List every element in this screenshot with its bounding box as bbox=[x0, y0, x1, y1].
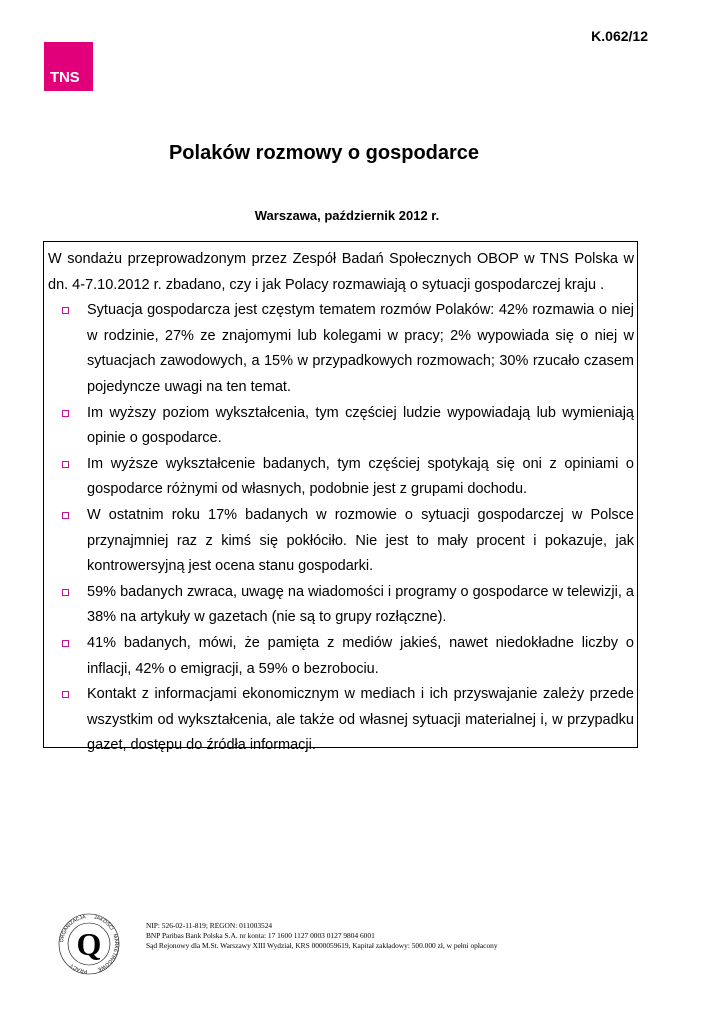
summary-item bbox=[48, 682, 634, 759]
footer-line-bank: BNP Paribas Bank Polska S.A. nr konta: 17 1600 1127 0003 0127 9804 6001 bbox=[146, 931, 375, 940]
quality-mark-logo-icon bbox=[56, 911, 122, 977]
square-bullet-icon bbox=[62, 640, 69, 647]
page-title: Polaków rozmowy o gospodarce bbox=[168, 142, 480, 164]
summary-item-text: Kontakt z informacjami ekonomicznym w mediach i ich przyswajanie zależy przede wszystkim od wykształcenia, ale także od własnej sytuacji materialnej i, w przypadku gazet, dostępu do źródła informacji. bbox=[87, 686, 634, 754]
summary-item bbox=[48, 401, 634, 452]
tns-logo bbox=[44, 42, 93, 91]
summary-item-text: 59% badanych zwraca, uwagę na wiadomości i programy o gospodarce w telewizji, a 38% na artykuły w gazetach (nie są to grupy rozłączne). bbox=[87, 583, 634, 626]
summary-item bbox=[48, 298, 634, 400]
summary-item-text: W ostatnim roku 17% badanych w rozmowie o sytuacji gospodarczej w Polsce przynajmniej raz z kimś się pokłóciło. Nie jest to mały procent i pokazuje, jak kontrowersyjną jest ocena stanu gospodarki. bbox=[87, 506, 634, 575]
square-bullet-icon bbox=[62, 691, 69, 698]
summary-item-text: Sytuacja gospodarcza jest częstym tematem rozmów Polaków: 42% rozmawia o niej w rodzinie, 27% ze znajomymi lub kolegami w pracy; 2% wypowiada się o niej w sytuacjach zawodowych, a 15% w przypadkowych rozmowach; 30% rzucało czasem pojedyncze uwagi na ten temat. bbox=[87, 302, 634, 395]
quality-mark-word: ORGANIZACJA bbox=[59, 914, 87, 943]
quality-mark-word: JAKOŚCI bbox=[93, 914, 115, 932]
footer-company-info bbox=[146, 921, 498, 951]
square-bullet-icon bbox=[62, 512, 69, 519]
summary-item-text: 41% badanych, mówi, że pamięta z mediów jakieś, nawet niedokładne liczby o inflacji, 42% o emigracji, a 59% o bezrobociu. bbox=[87, 634, 634, 677]
document-reference: K.062/12 bbox=[591, 28, 648, 44]
square-bullet-icon bbox=[62, 307, 69, 314]
square-bullet-icon bbox=[62, 461, 69, 468]
dateline: Warszawa, październik 2012 r. bbox=[254, 208, 440, 223]
summary-list bbox=[48, 298, 634, 759]
logo-text: TNS bbox=[50, 69, 80, 86]
quality-mark-word: PRACY bbox=[69, 961, 88, 974]
square-bullet-icon bbox=[62, 589, 69, 596]
footer-line-court: Sąd Rejonowy dla M.St. Warszawy XIII Wydział, KRS 0000059619, Kapitał zakładowy: 500.000 zł, w pełni opłacony bbox=[146, 941, 498, 950]
summary-item bbox=[48, 452, 634, 503]
quality-mark-word: MARKETINGOWE bbox=[96, 933, 120, 973]
square-bullet-icon bbox=[62, 410, 69, 417]
footer-line-tax: NIP: 526-02-11-819; REGON: 011003524 bbox=[146, 921, 273, 930]
summary-item bbox=[48, 503, 634, 580]
quality-mark-letter: Q bbox=[76, 926, 102, 962]
summary-box bbox=[43, 241, 638, 754]
summary-item-text: Im wyższy poziom wykształcenia, tym częściej ludzie wypowiadają lub wymieniają opinie o gospodarce. bbox=[87, 404, 634, 447]
summary-item bbox=[48, 631, 634, 682]
summary-item-text: Im wyższe wykształcenie badanych, tym częściej spotykają się oni z opiniami o gospodarce różnymi od własnych, podobnie jest z grupami dochodu. bbox=[87, 455, 634, 498]
summary-intro: W sondażu przeprowadzonym przez Zespół Badań Społecznych OBOP w TNS Polska w dn. 4-7.10.2012 r. zbadano, czy i jak Polacy rozmawiają o sytuacji gospodarczej kraju . bbox=[48, 251, 634, 293]
summary-item bbox=[48, 580, 634, 631]
